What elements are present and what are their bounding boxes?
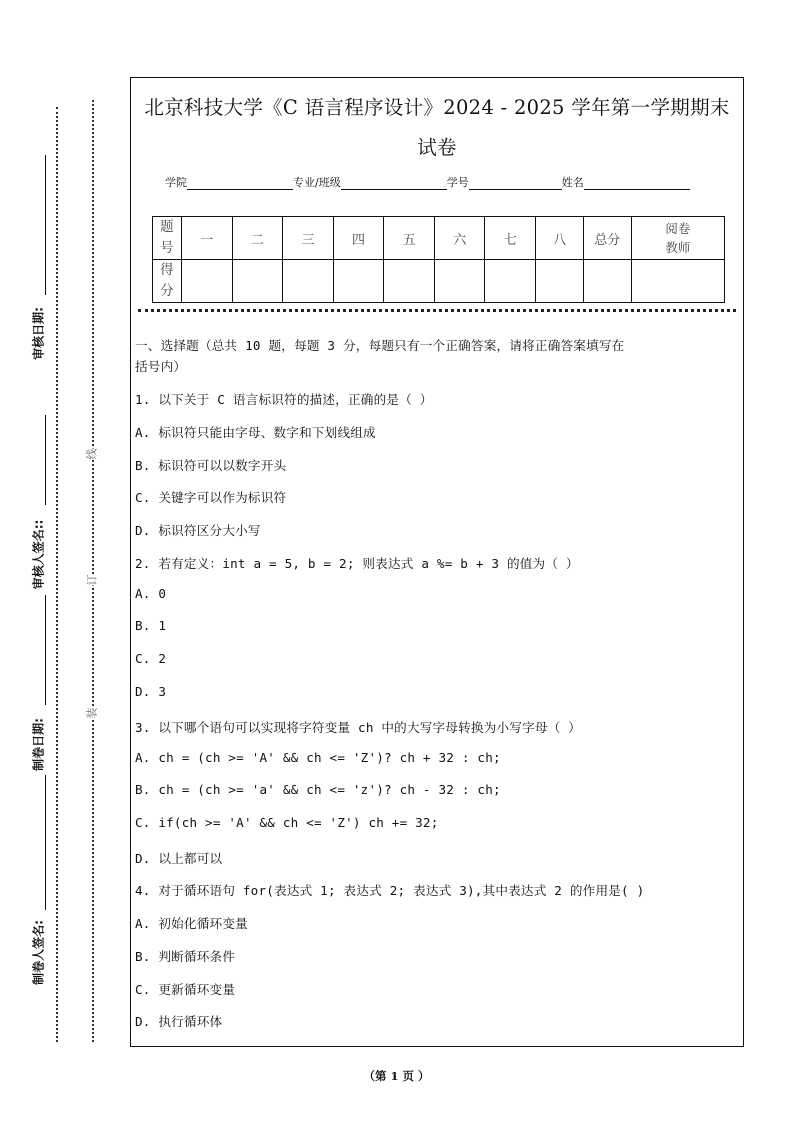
col-header-6: 六 bbox=[435, 217, 485, 260]
question-2-option-a: A. 0 bbox=[135, 586, 167, 601]
col-header-2: 二 bbox=[232, 217, 282, 260]
score-cell-1[interactable] bbox=[181, 260, 232, 303]
score-table-score-row bbox=[153, 260, 725, 303]
score-cell-5[interactable] bbox=[384, 260, 435, 303]
binding-dotted-line-inner bbox=[92, 100, 94, 1042]
question-2-option-c: C. 2 bbox=[135, 651, 167, 666]
review-date-underline bbox=[45, 155, 46, 295]
field-label-college: 学院 bbox=[165, 176, 187, 189]
prep-date-underline bbox=[45, 775, 46, 910]
review-date-label: 审核日期: bbox=[31, 307, 46, 360]
question-3-option-a: A. ch = (ch >= 'A' && ch <= 'Z')? ch + 32 : ch; bbox=[135, 750, 501, 765]
exam-title-line2: 试卷 bbox=[417, 136, 457, 159]
field-label-name: 姓名 bbox=[561, 176, 584, 189]
reviewer-signature-label: 审核人签名:: bbox=[31, 519, 46, 590]
question-1-stem: 1. 以下关于 C 语言标识符的描述，正确的是（ ） bbox=[135, 392, 433, 407]
score-cell-8[interactable] bbox=[536, 260, 583, 303]
field-label-major-class: 专业/班级 bbox=[293, 176, 341, 189]
field-input-student-id[interactable] bbox=[469, 177, 562, 190]
question-4-option-b: B. 判断循环条件 bbox=[135, 949, 236, 964]
col-header-total: 总分 bbox=[583, 217, 631, 260]
field-label-student-id: 学号 bbox=[446, 176, 469, 189]
question-2-option-d: D. 3 bbox=[135, 684, 167, 699]
field-input-name[interactable] bbox=[584, 177, 690, 190]
col-header-5: 五 bbox=[384, 217, 435, 260]
question-2-stem: 2. 若有定义：int a = 5, b = 2; 则表达式 a %= b + 3 的值为（ ） bbox=[135, 556, 579, 571]
col-header-grader: 阅卷 教师 bbox=[631, 217, 724, 260]
question-2-option-b: B. 1 bbox=[135, 618, 167, 633]
prep-date-label: 制卷日期: bbox=[31, 718, 46, 771]
col-header-7: 七 bbox=[485, 217, 536, 260]
dotted-separator bbox=[138, 309, 736, 312]
score-cell-2[interactable] bbox=[232, 260, 282, 303]
section-heading-line2: 括号内） bbox=[135, 359, 187, 374]
student-info-row bbox=[165, 174, 690, 190]
score-cell-grader[interactable] bbox=[631, 260, 724, 303]
col-header-8: 八 bbox=[536, 217, 583, 260]
question-1-option-d: D. 标识符区分大小写 bbox=[135, 523, 261, 538]
question-3-option-c: C. if(ch >= 'A' && ch <= 'Z') ch += 32; bbox=[135, 815, 439, 830]
score-cell-total[interactable] bbox=[583, 260, 631, 303]
question-1-option-a: A. 标识符只能由字母、数字和下划线组成 bbox=[135, 425, 376, 440]
score-cell-7[interactable] bbox=[485, 260, 536, 303]
question-3-option-b: B. ch = (ch >= 'a' && ch <= 'z')? ch - 32 : ch; bbox=[135, 782, 501, 797]
question-1-option-b: B. 标识符可以以数字开头 bbox=[135, 458, 287, 473]
question-1-option-c: C. 关键字可以作为标识符 bbox=[135, 490, 287, 505]
cut-mark-staple: 装 bbox=[85, 707, 99, 719]
field-input-major-class[interactable] bbox=[341, 177, 447, 190]
row-header-question-no: 题 号 bbox=[153, 217, 182, 260]
question-4-option-a: A. 初始化循环变量 bbox=[135, 916, 248, 931]
preparer-signature-label: 制卷人签名: bbox=[31, 920, 46, 985]
cut-mark-line: 线 bbox=[85, 448, 99, 460]
col-header-1: 一 bbox=[181, 217, 232, 260]
reviewer-signature-underline-2 bbox=[45, 595, 46, 705]
question-4-option-d: D. 执行循环体 bbox=[135, 1014, 223, 1029]
question-4-option-c: C. 更新循环变量 bbox=[135, 982, 236, 997]
binding-dotted-line-outer bbox=[56, 107, 58, 1042]
exam-frame bbox=[130, 77, 744, 1047]
cut-mark-bind: 订 bbox=[85, 574, 99, 586]
question-3-stem: 3. 以下哪个语句可以实现将字符变量 ch 中的大写字母转换为小写字母（ ） bbox=[135, 720, 582, 735]
score-cell-4[interactable] bbox=[334, 260, 384, 303]
field-input-college[interactable] bbox=[187, 177, 293, 190]
reviewer-signature-underline bbox=[45, 415, 46, 505]
page-number: （第 1 页 ） bbox=[363, 1069, 430, 1083]
col-header-4: 四 bbox=[334, 217, 384, 260]
question-4-stem: 4. 对于循环语句 for(表达式 1; 表达式 2; 表达式 3),其中表达式 2 的作用是( ) bbox=[135, 883, 645, 898]
score-table bbox=[152, 216, 725, 303]
row-header-score: 得 分 bbox=[153, 260, 182, 303]
score-table-header-row bbox=[153, 217, 725, 260]
exam-title-line1: 北京科技大学《C 语言程序设计》2024 - 2025 学年第一学期期末 bbox=[144, 96, 730, 119]
score-cell-6[interactable] bbox=[435, 260, 485, 303]
question-3-option-d: D. 以上都可以 bbox=[135, 851, 223, 866]
section-heading-line1: 一、选择题（总共 10 题，每题 3 分，每题只有一个正确答案，请将正确答案填写在 bbox=[135, 338, 625, 353]
col-header-3: 三 bbox=[282, 217, 333, 260]
score-cell-3[interactable] bbox=[282, 260, 333, 303]
